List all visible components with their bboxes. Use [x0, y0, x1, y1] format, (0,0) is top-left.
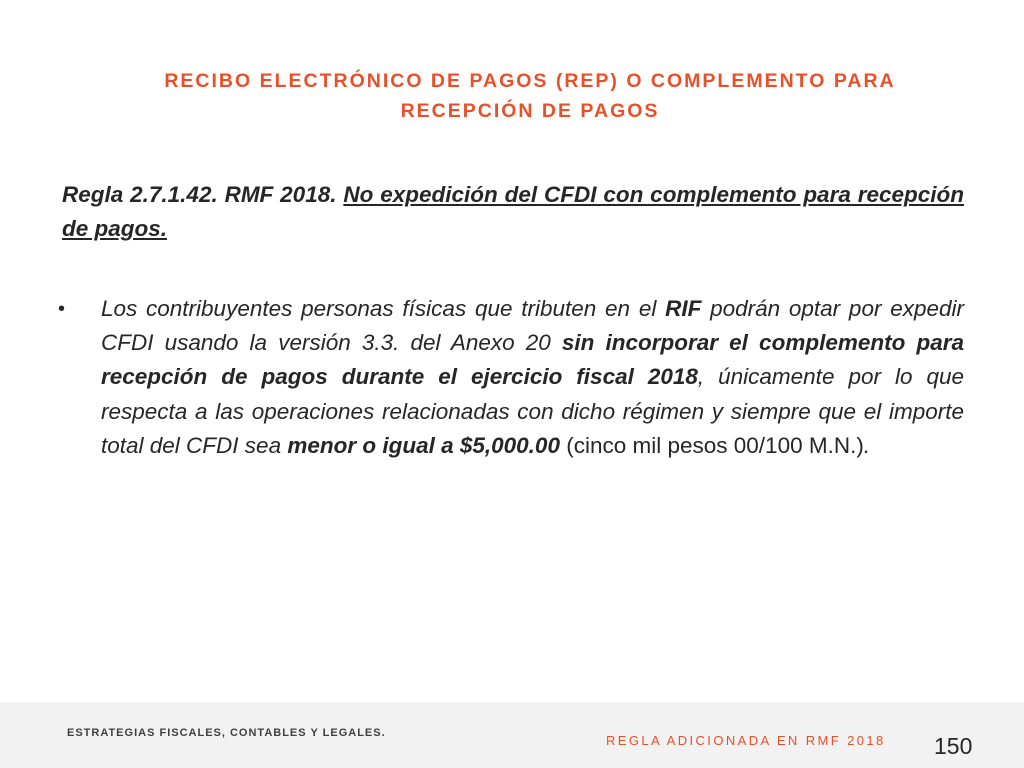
- bullet-paragraph: [101, 292, 964, 463]
- footer-left-label: ESTRATEGIAS FISCALES, CONTABLES Y LEGALES.: [67, 727, 386, 739]
- emphasis-sin-incorporar: sin incorporar el complemento para recepción de pagos durante el ejercicio fiscal 2018: [101, 330, 964, 390]
- rule-heading: [62, 178, 964, 246]
- slide-title-line-2: RECEPCIÓN DE PAGOS: [400, 100, 660, 122]
- text-segment: podrán optar por expedir CFDI usando la versión 3.3. del Anexo 20: [101, 296, 964, 356]
- slide-title-line-1: RECIBO ELECTRÓNICO DE PAGOS (REP) O COMPLEMENTO PARA: [164, 70, 896, 92]
- text-segment: , únicamente por lo que respecta a las operaciones relacionadas con dicho régimen y siempre que el importe total del CFDI sea: [101, 364, 964, 458]
- page-number: 150: [934, 733, 973, 759]
- text-segment-plain: (cinco mil pesos 00/100 M.N.): [559, 432, 864, 458]
- bullet-marker: •: [58, 298, 66, 320]
- emphasis-rif: RIF: [665, 296, 702, 321]
- text-segment: Los contribuyentes personas físicas que tributen en el: [101, 296, 666, 321]
- slide-title: [110, 66, 950, 126]
- rule-prefix: Regla 2.7.1.42. RMF 2018.: [62, 182, 344, 207]
- emphasis-amount: menor o igual a $5,000.00: [287, 432, 560, 458]
- rule-subject: No expedición del CFDI con complemento para recepción de pagos.: [62, 182, 964, 241]
- footer-right-label: REGLA ADICIONADA EN RMF 2018: [606, 733, 886, 748]
- text-segment: .: [863, 432, 871, 458]
